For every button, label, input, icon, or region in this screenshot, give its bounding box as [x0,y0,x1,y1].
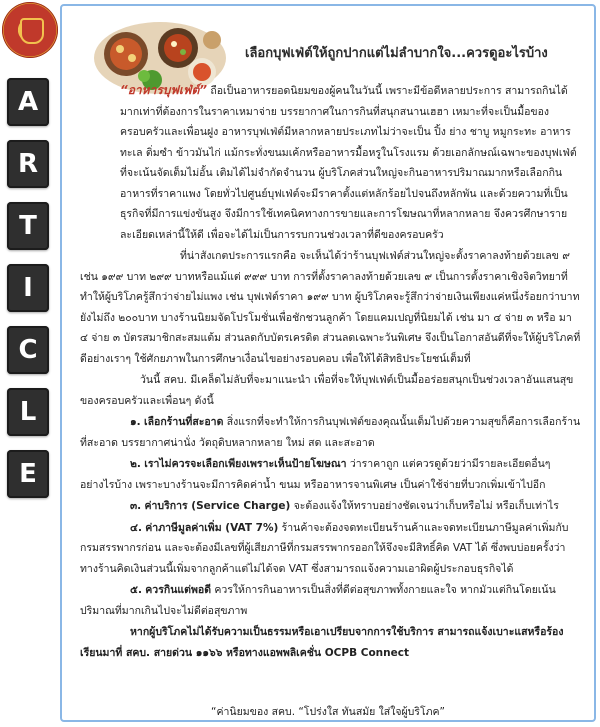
side-letter: C [7,326,49,374]
list-item-number: ๔. [130,521,142,534]
list-item-heading: ค่าภาษีมูลค่าเพิ่ม (VAT 7%) [145,521,279,534]
list-item-heading: เลือกร้านที่สะอาด [144,416,224,428]
list-item [80,454,582,495]
side-letter: A [7,78,49,126]
list-item-number: ๕. [130,584,142,596]
side-letter: I [7,264,49,312]
list-item-text: สิ่งแรกที่จะทำให้การกินบุฟเฟ่ต์ของคุณนั้นเต็มไปด้วยความสุขก็คือการเลือกร้านที่สะอาด บรรยากาศน่านั่ง วัตถุดิบหลากหลาย ใหม่ สด และสะอาด [80,416,581,449]
list-item-text: ควรให้การกินอาหารเป็นสิ่งที่ดีต่อสุขภาพทั้งกายและใจ หากมัวแต่กินโดยเน้นปริมาณที่มากเกินไปจะไม่ดีต่อสุขภาพ [80,584,556,617]
list-item-text: จะต้องแจ้งให้ทราบอย่างชัดเจนว่าเก็บหรือไม่ หรือเก็บเท่าไร [290,500,559,512]
list-item-number: ๒. [130,458,141,470]
footer-slogan: “ค่านิยมของ สคบ. “โปร่งใส ทันสมัย ใส่ใจผู้บริโภค” [211,706,445,718]
closing-paragraph: หากผู้บริโภคไม่ได้รับความเป็นธรรมหรือเอาเปรียบจากการใช้บริการ สามารถแจ้งเบาะแสหรือร้องเรียนมาที่ สคบ. สายด่วน ๑๑๖๖ หรือทางแอพพลิเคชั่น OCPB Connect [80,626,564,659]
list-item-number: ๓. [130,500,142,512]
list-item [80,412,582,453]
intro-paragraph [80,80,582,245]
intro-text: ถือเป็นอาหารยอดนิยมของผู้คนในวันนี้ เพราะมีข้อดีหลายประการ สามารถกินได้มากเท่าที่ต้องการในราคาเหมาจ่าย บรรยากาศในการกินที่สนุกสนานเฮฮา เหมาะที่จะเป็นมื้อของครอบครัวและเพื่อนฝูง อาหารบุฟเฟ่ต์มีหลากหลายประเภทไม่ว่าจะเป็น ปิ้ง ย่าง ชาบู หมูกระทะ อาหารทะเล ติ่มซำ ข้าวมันไก่ แม้กระทั่งขนมเค้กหรืออาหารมื้อหรูในโรงแรม ด้วยเอกลักษณ์เฉพาะของบุฟเฟ่ต์ ที่จะเน้นจัดเต็มไม่อั้น เติมได้ไม่จำกัดจำนวน ผู้บริโภคส่วนใหญ่จะกินอาหารปริมาณมากหรือเลือกกินอาหารที่ราคาแพง โดยทั่วไปศูนย์บุฟเฟ่ต์จะมีราคาตั้งแต่หลักร้อยไปจนถึงหลักพัน และด้วยความที่เป็นธุรกิจที่มีการแข่งขันสูง จึงมีการใช้เทคนิคทางการขายและการโฆษณาที่หลากหลาย จึงควรศึกษารายละเอียดเหล่านี้ให้ดี เพื่อจะได้ไม่เป็นการรบกวนช่วงเวลาที่ดีของครอบครัว [120,85,577,241]
list-item [80,496,582,517]
article-title: เลือกบุฟเฟ่ต์ให้ถูกปากแต่ไม่ลำบากใจ...ควรดูอะไรบ้าง [245,46,548,61]
list-item-text: ร้านค้าจะต้องจดทะเบียนร้านค้าและจดทะเบียนภาษีมูลค่าเพิ่มกับกรมสรรพากรก่อน และจะต้องมีเลขที่ผู้เสียภาษีที่กรมสรรพากรออกให้จึงจะมีสิทธิ์คิด VAT ได้ ซึ่งพบบ่อยครั้งว่าทางร้านคิดเงินส่วนนี้เพิ่มจากลูกค้าแต่ไม่ได้จด VAT ซึ่งสามารถแจ้งความเอาผิดผู้ประกอบธุรกิจได้ [80,521,569,575]
list-item-heading: ควรกินแต่พอดี [145,584,212,596]
list-item-heading: เราไม่ควรจะเลือกเพียงเพราะเห็นป้ายโฆษณา [144,458,347,470]
paragraph-3: วันนี้ สคบ. มีเคล็ดไม่ลับที่จะมาแนะนำ เพื่อที่จะให้บุฟเฟ่ต์เป็นมื้ออร่อยสนุกเป็นช่วงเวลาอันแสนสุขของครอบครัวและเพื่อนๆ ดังนี้ [80,374,574,407]
list-item [80,580,582,621]
intro-emphasis: “อาหารบุฟเฟ่ต์” [120,83,207,97]
ocpb-emblem-icon [2,2,58,58]
article-side-letters [7,78,49,512]
side-letter: L [7,388,49,436]
side-letter: E [7,450,49,498]
side-letter: T [7,202,49,250]
side-letter: R [7,140,49,188]
paragraph-2: ที่น่าสังเกตประการแรกคือ จะเห็นได้ว่าร้านบุฟเฟ่ต์ส่วนใหญ่จะตั้งราคาลงท้ายด้วยเลข ๙ เช่น ๑๙๙ บาท ๒๙๙ บาทหรือแม้แต่ ๙๙๙ บาท การที่ตั้งราคาลงท้ายด้วยเลข ๙ เป็นการตั้งราคาเชิงจิตวิทยาที่ทำให้ผู้บริโภครู้สึกว่าจ่ายไม่แพง เช่น บุฟเฟ่ต์ราคา ๑๙๙ บาท ผู้บริโภคจะรู้สึกว่าจ่ายเงินเพียงแค่หนึ่งร้อยกว่าบาทยังไม่ถึง ๒๐๐บาท บางร้านนิยมจัดโปรโมชั่นเพื่อชักชวนลูกค้า โดยแคมเปญที่นิยมได้ เช่น มา ๔ จ่าย ๓ หรือ มา ๔ จ่าย ๓ บัตรสมาชิกสะสมแต้ม ส่วนลดกับบัตรเครดิต ส่วนลดเฉพาะวันพิเศษ จึงเป็นโอกาสอันดีที่จะให้ผู้บริโภคที่ดีอย่างเราๆ ใช้ศักยภาพในการศึกษาเงื่อนไขอย่างรอบคอบ เพื่อให้ได้สิทธิประโยชน์เต็มที่ [80,250,581,365]
article-body [80,80,582,664]
list-item-heading: ค่าบริการ (Service Charge) [144,500,291,512]
list-item-text: ว่าราคาถูก แต่ควรดูด้วยว่ามีรายละเอียดอื่นๆ อย่างไรบ้าง เพราะบางร้านจะมีการคิดค่าน้ำ ขนม หรืออาหารจานพิเศษ เป็นค่าใช้จ่ายที่บวกเพิ่มเข้าไปอีก [80,458,551,491]
list-item-number: ๑. [130,416,141,428]
list-item [80,518,582,580]
